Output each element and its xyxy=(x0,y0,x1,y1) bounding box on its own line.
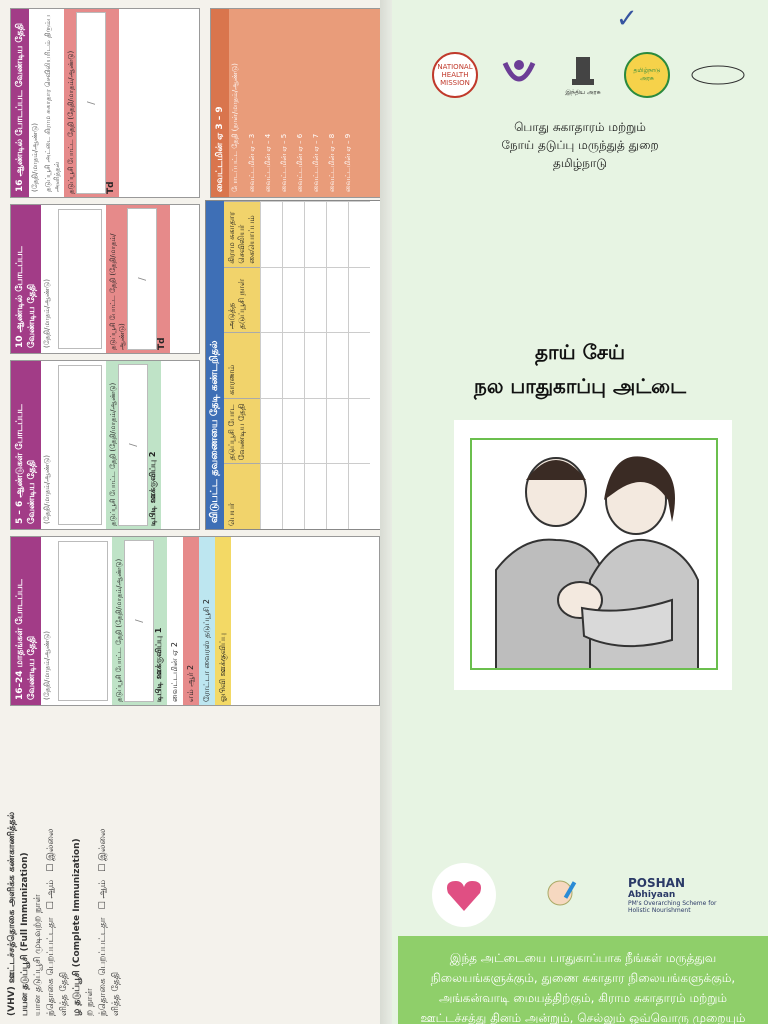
no-checkbox-2[interactable]: ☐ இல்லை xyxy=(98,828,108,872)
vitamin-row[interactable]: வைட்டமின் ஏ – 4 xyxy=(264,133,272,192)
poshan-logo xyxy=(628,876,738,914)
table-row[interactable] xyxy=(348,201,370,529)
signature-logo-icon xyxy=(688,52,748,98)
given-label: தடுப்பூசி போட்ட தேதி (தேதி/மாதம்/ஆண்டு) xyxy=(115,558,123,702)
family-icon xyxy=(472,440,718,670)
title-line-2: நல பாதுகாப்பு அட்டை xyxy=(473,374,687,398)
card-5-6-sub: (தேதி/மாதம்/ஆண்டு) xyxy=(43,455,51,524)
complete-date-label: ற நாள் xyxy=(85,988,95,1016)
col-due: தடுப்பூசி போட வேண்டிய தேதி xyxy=(224,398,260,464)
due-date-cell[interactable] xyxy=(58,541,108,701)
vitamin-row[interactable]: வைட்டமின் ஏ – 3 xyxy=(248,133,256,192)
poshan-sub: Abhiyaan xyxy=(628,890,676,900)
pen-mark-icon: ✓ xyxy=(616,4,638,34)
poshan-desc: PM's Overarching Scheme for Holistic Nourishment xyxy=(628,900,717,914)
td-10-label: Td xyxy=(157,337,167,350)
heart-program-logo-icon xyxy=(432,863,496,927)
dpt-booster-2-label: டிபிடி ஊக்குவிப்பு 2 xyxy=(148,451,157,526)
given-label-16: தடுப்பூசி போட்ட தேதி (தேதி/மாதம்/ஆண்டு) xyxy=(67,50,75,194)
dropout-header xyxy=(224,201,260,529)
col-name: பெயர் xyxy=(224,463,260,529)
given-label-56: தடுப்பூசி போட்ட தேதி (தேதி/மாதம்/ஆண்டு) xyxy=(109,382,117,526)
col-sign: கிராம சுகாதார செவிலியர் கையொப்பம் xyxy=(224,201,260,267)
dept-line-2: நோய் தடுப்பு மருந்துத் துறை xyxy=(501,138,659,152)
td-10-date[interactable]: / xyxy=(127,208,157,350)
card-16-24-title: 16–24 மாதங்கள் போடப்பட வேண்டிய தேதி xyxy=(11,537,41,705)
dpt-booster-1-label: டிபிடி ஊக்குவிப்பு 1 xyxy=(154,627,163,702)
bonus-label: ந்தொகை பெறப்பட்டதா xyxy=(46,917,56,1016)
bonus-label-2: ந்தொகை பெறப்பட்டதா xyxy=(98,917,108,1016)
table-row[interactable] xyxy=(260,201,282,529)
bottom-logo-row xyxy=(432,860,738,930)
vitamin-due-label: போடப்பட்ட தேதி (நாள்/மாதம்/ஆண்டு) xyxy=(231,63,239,192)
vitamin-title: வைட்டமின் ஏ 3 – 9 xyxy=(211,9,229,197)
table-row[interactable] xyxy=(326,201,348,529)
td-16-label: Td xyxy=(106,181,116,194)
top-logo-row xyxy=(432,40,748,110)
table-row[interactable] xyxy=(282,201,304,529)
poshan-title: POSHAN xyxy=(628,876,686,890)
card-16-24-months xyxy=(10,536,380,706)
rota-label: ரோட்டா வைரஸ் தடுப்பூசி 2 xyxy=(199,537,215,705)
mr2-label: எம் ஆர் 2 xyxy=(183,537,199,705)
vitamin-row[interactable]: வைட்டமின் ஏ – 5 xyxy=(280,133,288,192)
instruction-band xyxy=(398,936,768,1024)
tn-govt-logo-icon: தமிழ்நாடு அரசு xyxy=(624,52,670,98)
complete-immunization-label: ழ தடுப்பூசி (Complete Immunization) xyxy=(72,838,82,1016)
due-date-cell-56[interactable] xyxy=(58,365,102,525)
immunization-checklist xyxy=(0,714,140,1024)
opv-booster-label: ஓபிவி ஊக்குவிப்பு xyxy=(215,537,231,705)
emblem-of-india-icon: இந்திய அரசு xyxy=(560,52,606,98)
family-illustration-box xyxy=(454,420,732,690)
card-16-note: தடுப்பூசி அட்டை கிராம சுகாதார செவிலியரிடம் திரும்ப அளித்தல் xyxy=(44,15,61,192)
full-date-label: யான தடுப்பூசி முடிவுற்ற நாள் xyxy=(33,894,43,1016)
given-label-10: தடுப்பூசி போட்ட தேதி (தேதி/மாதம்/ஆண்டு) xyxy=(109,233,126,350)
instruction-text: இந்த அட்டையை பாதுகாப்பாக நீங்கள் மருத்துவ நிலையங்களுக்கும், துணை சுகாதார நிலையங்களுக்கும், அங்கன்வாடி மையத்திற்கும், கிராம சுகாதாரம் மற்றும் ஊட்டச்சத்து தினம் அன்றும், செல்லும் ஒவ்வொரு முறையும் xyxy=(420,951,746,1024)
dpt-booster-2-date[interactable]: / xyxy=(118,364,148,526)
nhm-logo-icon: NATIONAL HEALTH MISSION xyxy=(432,52,478,98)
date-label: ளித்த தேதி xyxy=(59,971,69,1016)
vitamin-row[interactable]: வைட்டமின் ஏ – 9 xyxy=(344,133,352,192)
no-checkbox[interactable]: ☐ இல்லை xyxy=(46,828,56,872)
card-16-24-sub: (தேதி/மாதம்/ஆண்டு) xyxy=(43,631,51,700)
family-illustration xyxy=(470,438,718,670)
mother-child-logo-icon xyxy=(496,52,542,98)
checklist-title: (VHV) ஊட்டச்சத்தொகை அளிக்க கண்காணித்தல் xyxy=(7,811,17,1016)
department-heading xyxy=(392,118,768,172)
due-date-cell-10[interactable] xyxy=(58,209,102,349)
dropout-title: விடுபட்ட தவணையை தேடி கண்டறிதல் xyxy=(206,201,224,529)
card-10-years xyxy=(10,204,200,354)
card-16-title: 16 ஆண்டில் போடப்பட வேண்டிய தேதி xyxy=(11,9,29,197)
yes-checkbox-2[interactable]: ☐ ஆம் xyxy=(98,879,108,910)
card-10-sub: (தேதி/மாதம்/ஆண்டு) xyxy=(43,279,51,348)
dropout-tracking-table xyxy=(205,200,385,530)
yes-checkbox[interactable]: ☐ ஆம் xyxy=(46,879,56,910)
vitamin-row[interactable]: வைட்டமின் ஏ – 8 xyxy=(328,133,336,192)
card-5-6-title: 5 – 6 ஆண்டுகள் போடப்பட வேண்டிய தேதி xyxy=(11,361,41,529)
vitamin-a-card xyxy=(210,8,386,198)
dpt-booster-1-date[interactable]: / xyxy=(124,540,154,702)
card-cover xyxy=(392,0,768,1024)
table-row[interactable] xyxy=(304,201,326,529)
col-next: அடுத்த தடுப்பூசி நாள் xyxy=(224,267,260,333)
title-line-1: தாய் சேய் xyxy=(534,340,625,364)
full-immunization-label: பயன தடுப்பூசி (Full Immunization) xyxy=(20,852,30,1016)
date-label-2: ளித்த தேதி xyxy=(111,971,121,1016)
td-16-date[interactable]: / xyxy=(76,12,106,194)
card-16-years xyxy=(10,8,200,198)
vitamin-row[interactable]: வைட்டமின் ஏ – 7 xyxy=(312,133,320,192)
card-10-title: 10 ஆண்டில் போடப்பட வேண்டிய தேதி xyxy=(11,205,41,353)
dept-line-3: தமிழ்நாடு xyxy=(553,156,607,170)
col-reason: காரணம் xyxy=(224,332,260,398)
baby-vaccine-logo-icon xyxy=(530,863,594,927)
card-5-6-years xyxy=(10,360,200,530)
dept-line-1: பொது சுகாதாரம் மற்றும் xyxy=(514,120,646,134)
card-16-sub: (தேதி/மாதம்/ஆண்டு) xyxy=(31,123,39,192)
card-title xyxy=(392,335,768,403)
vitamin-row[interactable]: வைட்டமின் ஏ – 6 xyxy=(296,133,304,192)
vit-a2-label: வைட்டமின் ஏ 2 xyxy=(170,642,179,702)
